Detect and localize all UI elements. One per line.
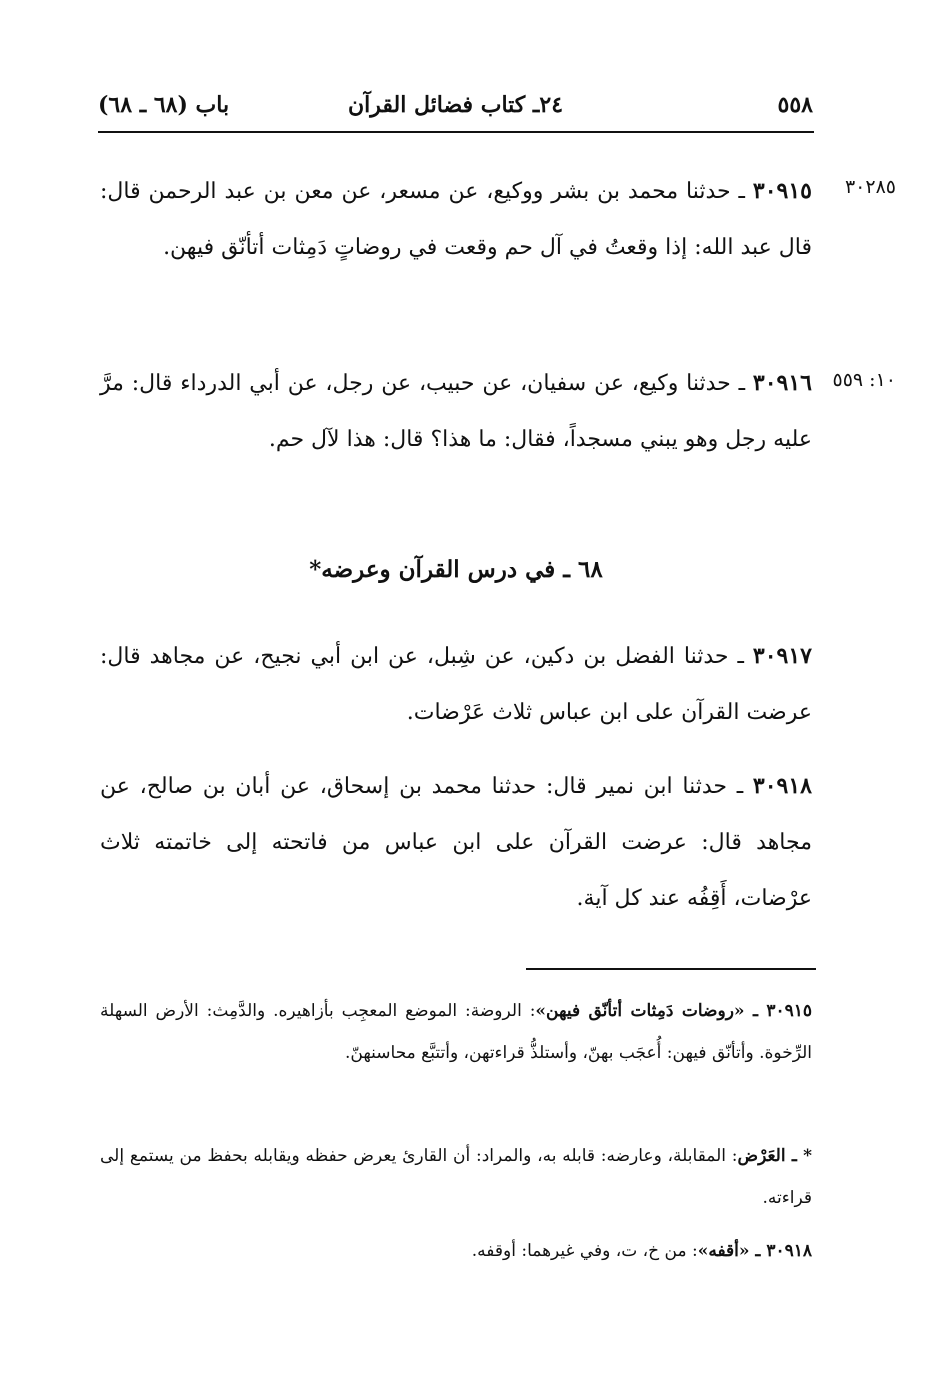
hadith-entry xyxy=(100,163,812,276)
chapter-range: باب (٦٨ ـ ٦٨) xyxy=(98,92,230,118)
footnote xyxy=(100,990,812,1074)
hadith-number: ٣٠٩١٦ xyxy=(752,370,812,396)
book-title: ٢٤ـ كتاب فضائل القرآن xyxy=(347,92,564,118)
footnote-divider xyxy=(526,968,816,970)
footnote-lead: ـ «أقفه» xyxy=(697,1241,767,1261)
footnote-number: ٣٠٩١٥ xyxy=(766,1001,812,1021)
hadith-number: ٣٠٩١٨ xyxy=(752,773,812,799)
footnote-text: : الروضة: الموضع المعجِب بأزاهيره. والدَّمِث: الأرض السهلة الرِّخوة. وأتأنّق فيهن: أُعجَب بهنّ، وأستلذُّ قراءتهن، وأتتبَّع محاسنهنّ. xyxy=(100,1001,812,1063)
hadith-text: ـ حدثنا ابن نمير قال: حدثنا محمد بن إسحاق، عن أبان بن صالح، عن مجاهد قال: عرضت القرآن على ابن عباس من فاتحته إلى خاتمته ثلاث عرْضات، أَقِفُه عند كل آية. xyxy=(100,774,812,911)
hadith-number: ٣٠٩١٥ xyxy=(752,178,812,204)
footnote-lead: ـ العَرْض xyxy=(737,1146,804,1166)
hadith-number: ٣٠٩١٧ xyxy=(752,643,812,669)
footnote-text: : من خ، ت، وفي غيرهما: أوقفه. xyxy=(471,1241,698,1261)
running-header xyxy=(98,88,813,128)
margin-reference: ١٠: ٥٥٩ xyxy=(832,369,896,391)
footnote-number: ٣٠٩١٨ xyxy=(766,1241,812,1261)
hadith-entry xyxy=(100,628,812,741)
margin-reference: ٣٠٢٨٥ xyxy=(844,176,896,198)
hadith-entry xyxy=(100,355,812,468)
page-number: ٥٥٨ xyxy=(777,92,813,118)
section-heading: ٦٨ ـ في درس القرآن وعرضه* xyxy=(309,556,603,583)
hadith-text: ـ حدثنا محمد بن بشر ووكيع، عن مسعر، عن معن بن عبد الرحمن قال: قال عبد الله: إذا وقعتُ في آل حم وقعت في روضاتٍ دَمِثات أتأنّق فيهن. xyxy=(100,179,812,260)
footnote-lead: ـ «روضات دَمِثات أتأنّق فيهن» xyxy=(535,1001,767,1021)
hadith-text: ـ حدثنا وكيع، عن سفيان، عن حبيب، عن رجل، عن أبي الدرداء قال: مرَّ عليه رجل وهو يبني مسجداً، فقال: ما هذا؟ قال: هذا لآل حم. xyxy=(100,371,812,452)
footnote xyxy=(100,1230,812,1272)
hadith-entry xyxy=(100,758,812,927)
footnote-number: * xyxy=(803,1146,813,1166)
footnote-text: : المقابلة، وعارضه: قابله به، والمراد: أن القارئ يعرض حفظه ويقابله بحفظ من يستمع إلى قراءته. xyxy=(100,1146,812,1208)
footnote xyxy=(100,1135,812,1219)
hadith-text: ـ حدثنا الفضل بن دكين، عن شِبل، عن ابن أبي نجيح، عن مجاهد قال: عرضت القرآن على ابن عباس ثلاث عَرْضات. xyxy=(100,644,812,725)
header-divider xyxy=(98,131,814,133)
